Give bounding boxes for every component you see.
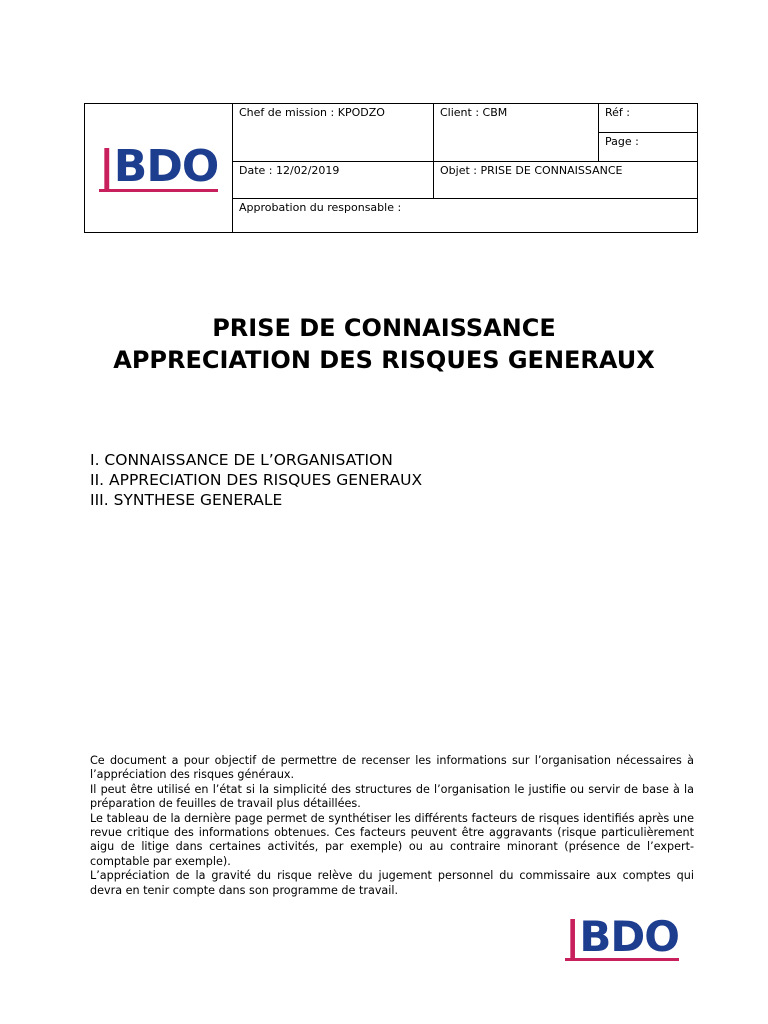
approbation: Approbation du responsable : [233,199,698,233]
bdo-logo: |BDO [98,140,219,192]
client: Client : CBM [434,104,599,162]
intro-paragraph: Le tableau de la dernière page permet de synthétiser les différents facteurs de risques identifiés après une revue critique des informations obtenues. Ces facteurs peuvent être aggravants (risque particulièrement aigu de litige dans certaines activités, par exemple) ou au contraire minorant (présence de l’expert-comptable par exemple). [90,811,694,868]
objet: Objet : PRISE DE CONNAISSANCE [434,162,698,199]
date: Date : 12/02/2019 [233,162,434,199]
page-title [0,312,768,376]
intro-paragraph: Ce document a pour objectif de permettre de recenser les informations sur l’organisation nécessaires à l’appréciation des risques généraux. [90,754,694,782]
intro-paragraph: Il peut être utilisé en l’état si la simplicité des structures de l’organisation le justifie ou servir de base à la préparation de feuilles de travail plus détaillées. [90,782,694,811]
toc-item: III. SYNTHESE GENERALE [90,491,283,509]
chef-de-mission: Chef de mission : KPODZO [233,104,434,162]
footer-bdo-logo: |BDO [565,912,679,961]
table-of-contents [90,450,422,510]
header-table [84,103,698,233]
intro-text [90,754,694,898]
toc-item: I. CONNAISSANCE DE L’ORGANISATION [90,451,393,469]
header-logo-cell [85,104,233,233]
page-number-field: Page : [599,133,698,162]
intro-paragraph: L’appréciation de la gravité du risque relève du jugement personnel du commissaire aux comptes qui devra en tenir compte dans son programme de travail. [90,869,694,897]
title-line-1: PRISE DE CONNAISSANCE [212,314,556,342]
title-line-2: APPRECIATION DES RISQUES GENERAUX [113,346,655,374]
toc-item: II. APPRECIATION DES RISQUES GENERAUX [90,471,423,489]
ref: Réf : [599,104,698,133]
